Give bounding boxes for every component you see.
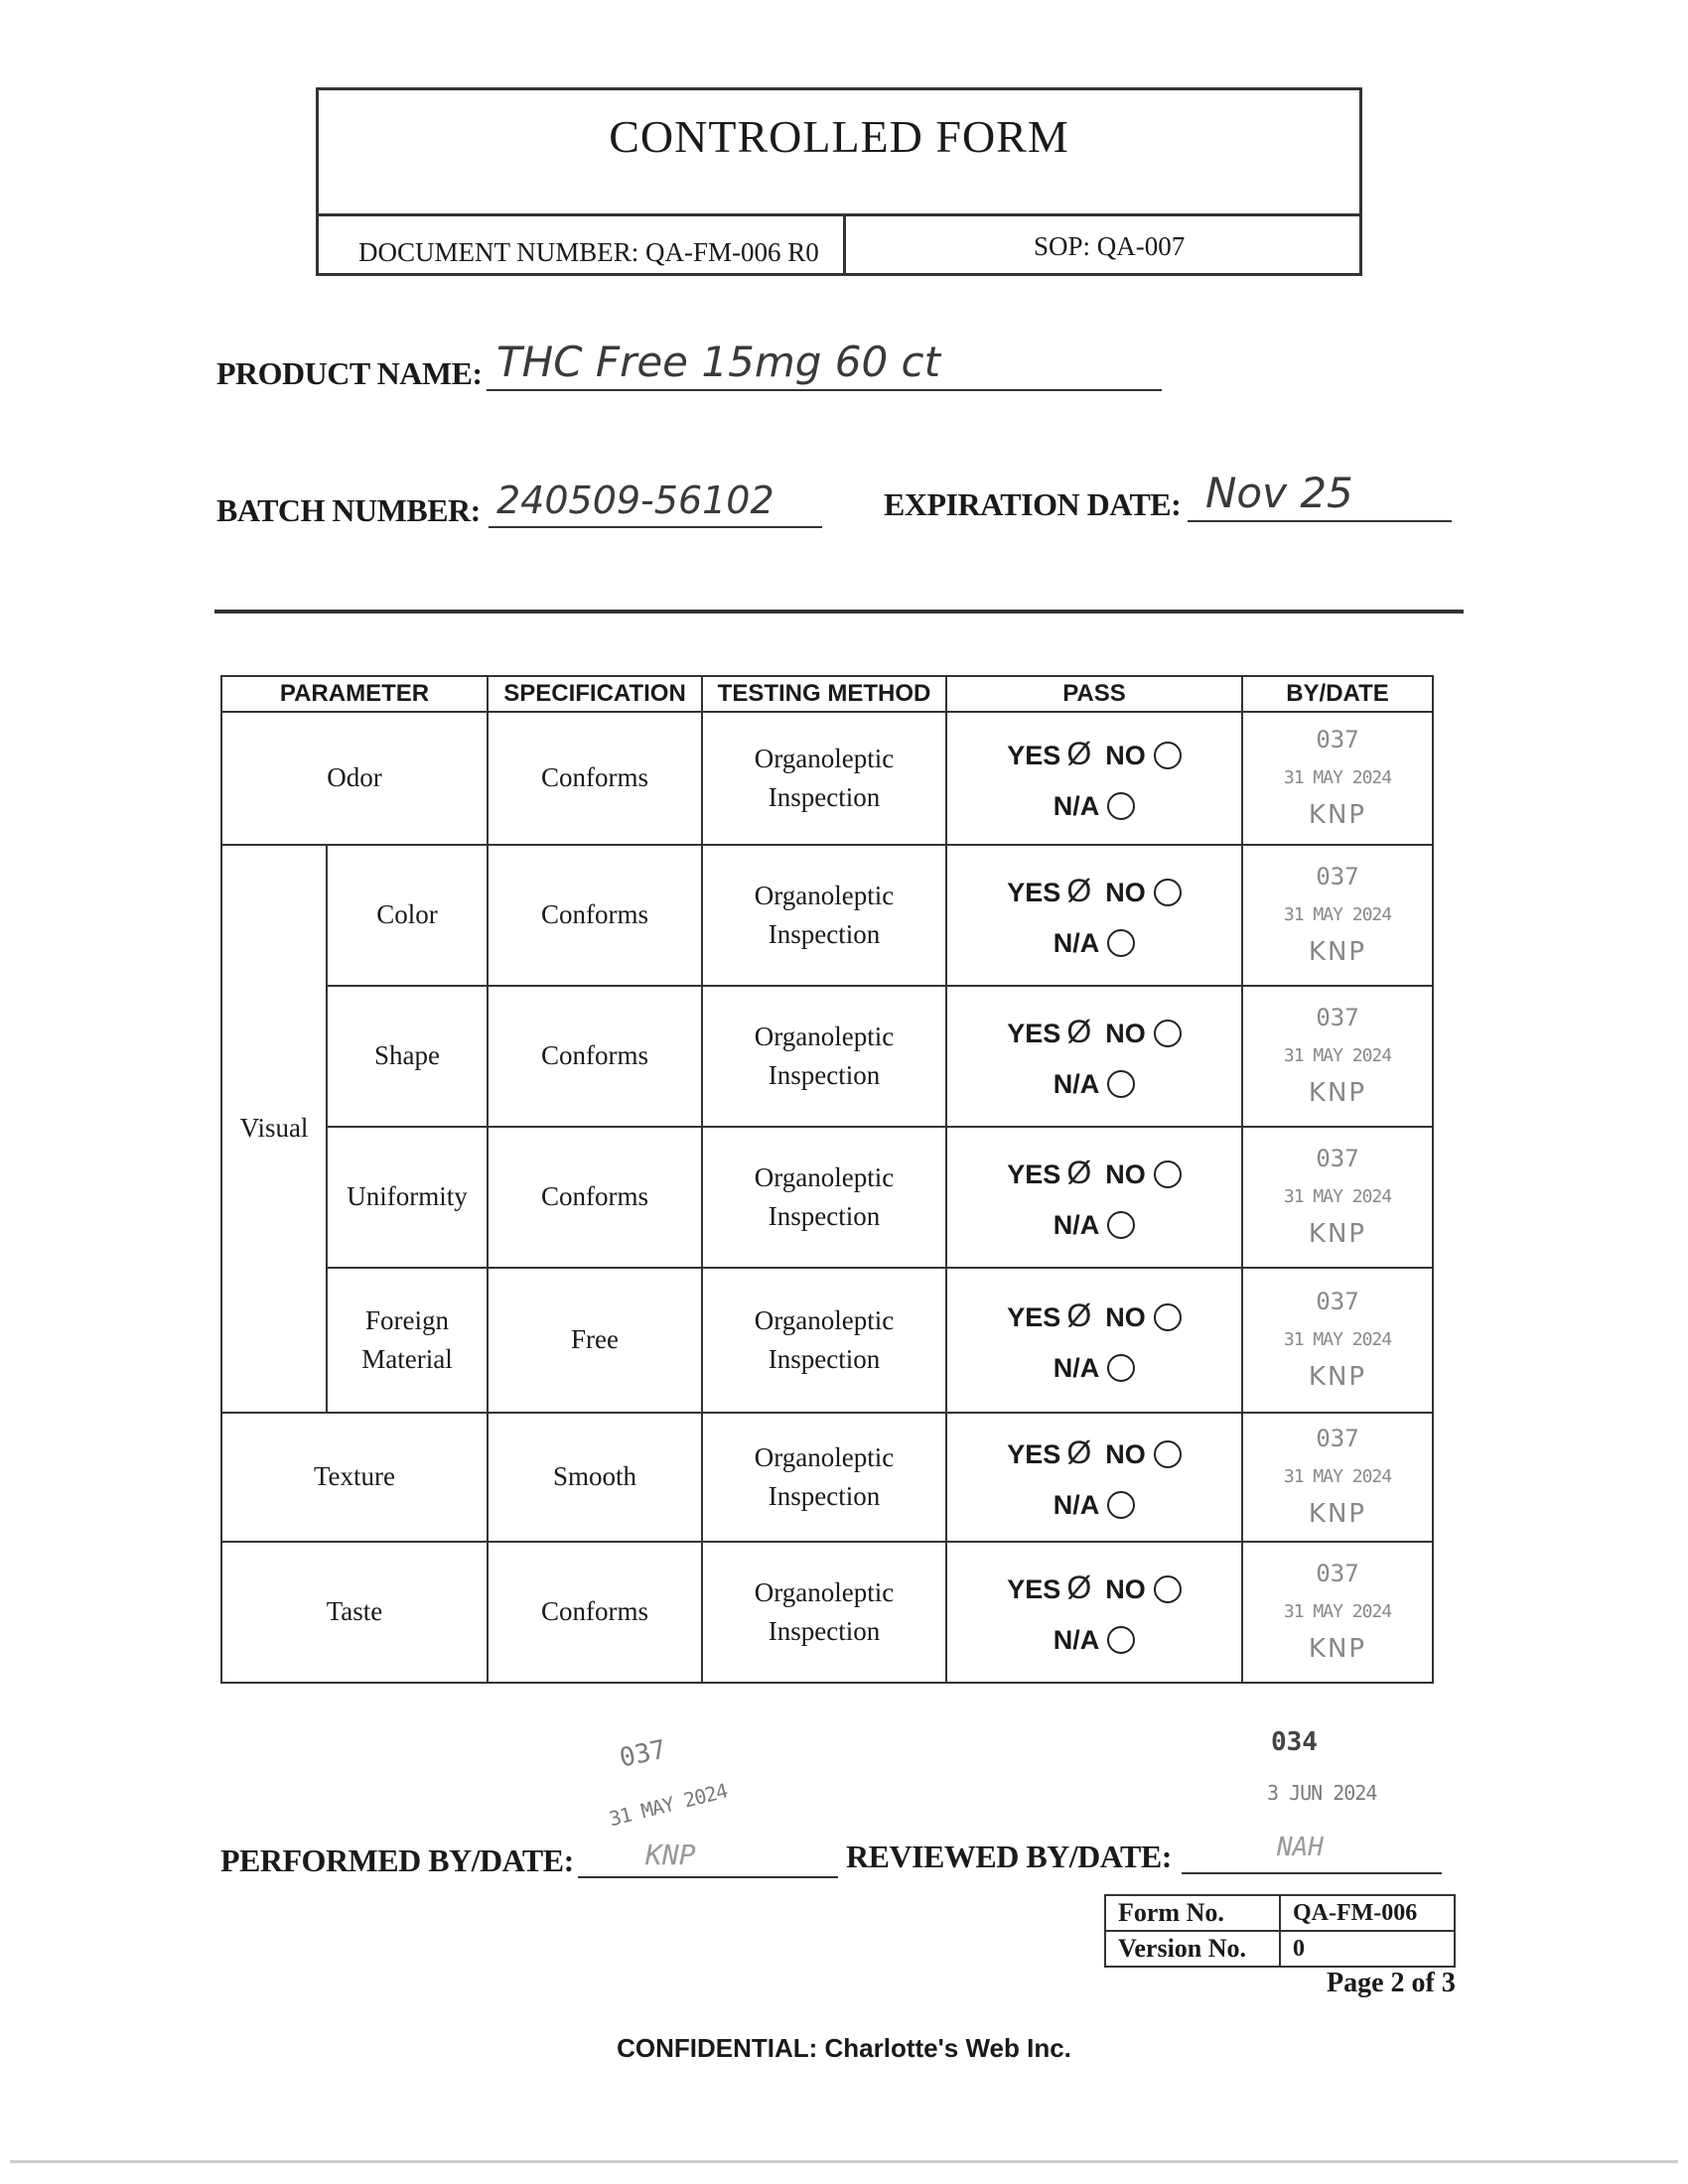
document-number: DOCUMENT NUMBER: QA-FM-006 R0 (358, 237, 819, 267)
by-date-cell[interactable] (1242, 1127, 1433, 1268)
pass-cell (946, 1413, 1242, 1542)
batch-number-value[interactable]: 240509-56102 (496, 478, 774, 522)
date-stamp: 31 MAY 2024 (1283, 1044, 1392, 1066)
parameter-cell: Shape (327, 986, 488, 1127)
by-date-cell[interactable] (1242, 845, 1433, 986)
table-row (221, 845, 1433, 986)
form-no-value: QA-FM-006 (1280, 1895, 1455, 1931)
product-name-value[interactable]: THC Free 15mg 60 ct (496, 338, 941, 386)
reviewed-date-stamp: 3 JUN 2024 (1267, 1781, 1377, 1805)
na-radio-icon[interactable] (1107, 1354, 1135, 1382)
reviewed-by-line[interactable] (1182, 1872, 1442, 1874)
table-header-row (221, 676, 1433, 712)
initials: KNP (1308, 1361, 1367, 1392)
form-no-row (1105, 1895, 1455, 1931)
yes-checked-mark[interactable]: Ø (1066, 1570, 1092, 1606)
page-number: Page 2 of 3 (1327, 1968, 1456, 1998)
pass-cell (946, 845, 1242, 986)
yes-checked-mark[interactable]: Ø (1066, 1297, 1092, 1334)
reviewed-by-label: REVIEWED BY/DATE: (846, 1839, 1172, 1874)
initials: KNP (1308, 1077, 1367, 1108)
performed-date-stamp: 31 MAY 2024 (606, 1778, 730, 1832)
method-line-2: Inspection (768, 1201, 881, 1231)
header-by-date: BY/DATE (1242, 676, 1433, 712)
na-radio-icon[interactable] (1107, 1070, 1135, 1098)
table-row (221, 1127, 1433, 1268)
method-line-2: Inspection (768, 1616, 881, 1646)
yes-label: YES (1007, 1302, 1061, 1333)
date-stamp: 31 MAY 2024 (1283, 1600, 1392, 1622)
method-line-2: Inspection (768, 1344, 881, 1374)
operator-code-stamp: 037 (1316, 1559, 1359, 1587)
performed-by-line[interactable] (578, 1876, 838, 1878)
reviewed-initials: NAH (1277, 1833, 1324, 1862)
no-label: NO (1105, 878, 1146, 908)
na-label: N/A (1053, 1624, 1100, 1655)
table-row (221, 986, 1433, 1127)
version-value: 0 (1280, 1931, 1455, 1967)
method-line-2: Inspection (768, 1060, 881, 1090)
form-no-label: Form No. (1105, 1895, 1280, 1931)
header-specification: SPECIFICATION (488, 676, 702, 712)
batch-number-label: BATCH NUMBER: (216, 492, 481, 528)
no-label: NO (1105, 1160, 1146, 1190)
no-radio-icon[interactable] (1154, 742, 1182, 769)
date-stamp: 31 MAY 2024 (1283, 1185, 1392, 1207)
na-label: N/A (1053, 1352, 1100, 1383)
parameter-cell (327, 1268, 488, 1413)
product-name-line (487, 389, 1162, 391)
initials: KNP (1308, 799, 1367, 830)
reviewed-operator-code-stamp: 034 (1271, 1727, 1318, 1757)
date-stamp: 31 MAY 2024 (1283, 1328, 1392, 1350)
yes-checked-mark[interactable]: Ø (1066, 736, 1092, 772)
no-radio-icon[interactable] (1154, 1303, 1182, 1331)
scan-bottom-edge (10, 2160, 1678, 2163)
operator-code-stamp: 037 (1316, 1287, 1359, 1315)
initials: KNP (1308, 936, 1367, 967)
parameter-cell: Texture (221, 1413, 488, 1542)
method-line-1: Organoleptic (754, 1021, 895, 1051)
na-radio-icon[interactable] (1107, 929, 1135, 957)
no-label: NO (1105, 1439, 1146, 1470)
specification-cell: Conforms (488, 1127, 702, 1268)
method-line-2: Inspection (768, 782, 881, 812)
method-line-1: Organoleptic (754, 1576, 895, 1607)
pass-cell (946, 1127, 1242, 1268)
method-cell (702, 1268, 946, 1413)
no-radio-icon[interactable] (1154, 879, 1182, 906)
parameter-line-1: Foreign (365, 1304, 449, 1335)
method-line-1: Organoleptic (754, 1304, 895, 1335)
operator-code-stamp: 037 (1316, 1003, 1359, 1031)
pass-cell (946, 1542, 1242, 1683)
pass-cell (946, 986, 1242, 1127)
yes-label: YES (1007, 1439, 1061, 1470)
na-radio-icon[interactable] (1107, 1211, 1135, 1239)
operator-code-stamp: 037 (1316, 1424, 1359, 1452)
controlled-form-header (316, 87, 1362, 276)
operator-code-stamp: 037 (1316, 1144, 1359, 1172)
method-cell (702, 1542, 946, 1683)
inspection-table (220, 675, 1434, 1684)
by-date-cell[interactable] (1242, 986, 1433, 1127)
initials: KNP (1308, 1218, 1367, 1249)
method-line-2: Inspection (768, 919, 881, 949)
form-title: CONTROLLED FORM (609, 111, 1069, 162)
header-testing-method: TESTING METHOD (702, 676, 946, 712)
na-radio-icon[interactable] (1107, 1491, 1135, 1519)
na-label: N/A (1053, 790, 1100, 821)
yes-label: YES (1007, 1574, 1061, 1605)
specification-cell: Conforms (488, 986, 702, 1127)
table-row (221, 1413, 1433, 1542)
no-radio-icon[interactable] (1154, 1575, 1182, 1603)
method-line-1: Organoleptic (754, 880, 895, 910)
na-radio-icon[interactable] (1107, 1626, 1135, 1654)
yes-checked-mark[interactable]: Ø (1066, 1155, 1092, 1191)
yes-label: YES (1007, 1160, 1061, 1190)
pass-cell (946, 712, 1242, 845)
no-label: NO (1105, 1302, 1146, 1333)
header-parameter: PARAMETER (221, 676, 488, 712)
date-stamp: 31 MAY 2024 (1283, 1465, 1392, 1487)
batch-number-line (489, 526, 822, 528)
method-cell (702, 712, 946, 845)
table-row (221, 1268, 1433, 1413)
yes-checked-mark[interactable]: Ø (1066, 1434, 1092, 1471)
performed-initials: KNP (645, 1839, 696, 1871)
method-line-2: Inspection (768, 1481, 881, 1511)
yes-label: YES (1007, 878, 1061, 908)
performed-operator-code-stamp: 037 (617, 1734, 669, 1774)
no-label: NO (1105, 741, 1146, 771)
method-cell (702, 1413, 946, 1542)
initials: KNP (1308, 1498, 1367, 1529)
section-separator (214, 610, 1464, 614)
parameter-cell: Uniformity (327, 1127, 488, 1268)
visual-group-cell: Visual (221, 845, 327, 1413)
parameter-line-2: Material (361, 1344, 453, 1374)
na-radio-icon[interactable] (1107, 792, 1135, 820)
method-line-1: Organoleptic (754, 743, 895, 773)
parameter-cell: Taste (221, 1542, 488, 1683)
initials: KNP (1308, 1633, 1367, 1664)
method-cell (702, 1127, 946, 1268)
specification-cell: Conforms (488, 1542, 702, 1683)
date-stamp: 31 MAY 2024 (1283, 766, 1392, 788)
no-label: NO (1105, 1019, 1146, 1049)
yes-label: YES (1007, 741, 1061, 771)
specification-cell: Smooth (488, 1413, 702, 1542)
specification-cell: Free (488, 1268, 702, 1413)
by-date-cell[interactable] (1242, 712, 1433, 845)
table-row (221, 712, 1433, 845)
header-divider (319, 213, 1359, 216)
yes-checked-mark[interactable]: Ø (1066, 873, 1092, 909)
version-label: Version No. (1105, 1931, 1280, 1967)
yes-checked-mark[interactable]: Ø (1066, 1014, 1092, 1050)
by-date-cell[interactable] (1242, 1268, 1433, 1413)
expiration-date-value[interactable]: Nov 25 (1205, 469, 1353, 517)
yes-label: YES (1007, 1019, 1061, 1049)
expiration-date-line (1188, 520, 1452, 522)
na-label: N/A (1053, 1068, 1100, 1099)
na-label: N/A (1053, 1489, 1100, 1520)
no-radio-icon[interactable] (1154, 1160, 1182, 1188)
method-line-1: Organoleptic (754, 1441, 895, 1472)
method-line-1: Organoleptic (754, 1161, 895, 1192)
performed-by-label: PERFORMED BY/DATE: (220, 1843, 574, 1878)
date-stamp: 31 MAY 2024 (1283, 903, 1392, 925)
header-column-divider (843, 213, 846, 273)
specification-cell: Conforms (488, 712, 702, 845)
header-pass: PASS (946, 676, 1242, 712)
no-radio-icon[interactable] (1154, 1020, 1182, 1047)
sop-number: SOP: QA-007 (1034, 231, 1186, 261)
by-date-cell[interactable] (1242, 1542, 1433, 1683)
product-name-label: PRODUCT NAME: (216, 355, 483, 391)
expiration-date-label: EXPIRATION DATE: (884, 486, 1182, 522)
na-label: N/A (1053, 927, 1100, 958)
method-cell (702, 986, 946, 1127)
parameter-cell: Odor (221, 712, 488, 845)
operator-code-stamp: 037 (1316, 862, 1359, 890)
pass-cell (946, 1268, 1242, 1413)
form-info-table (1104, 1894, 1456, 1968)
parameter-cell: Color (327, 845, 488, 986)
specification-cell: Conforms (488, 845, 702, 986)
operator-code-stamp: 037 (1316, 725, 1359, 753)
no-label: NO (1105, 1574, 1146, 1605)
no-radio-icon[interactable] (1154, 1440, 1182, 1468)
version-row (1105, 1931, 1455, 1967)
confidential-footer: CONFIDENTIAL: Charlotte's Web Inc. (617, 2033, 1071, 2063)
na-label: N/A (1053, 1209, 1100, 1240)
by-date-cell[interactable] (1242, 1413, 1433, 1542)
table-row (221, 1542, 1433, 1683)
method-cell (702, 845, 946, 986)
